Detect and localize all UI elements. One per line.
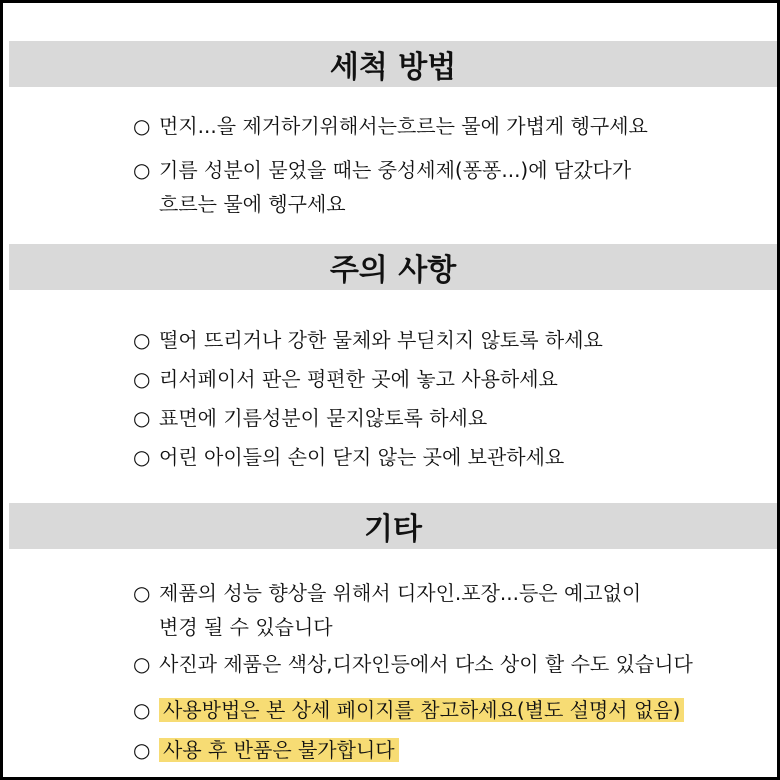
section-header-precautions [9, 244, 777, 290]
section-title-other: 기타 [364, 512, 422, 547]
bullet-circle-icon: ○ [133, 328, 151, 352]
section-title-cleaning: 세척 방법 [329, 50, 457, 85]
item-text: 사진과 제품은 색상,디자인등에서 다소 상이 할 수도 있습니다 [159, 652, 693, 676]
item-text: 리서페이서 판은 평편한 곳에 놓고 사용하세요 [159, 367, 558, 391]
list-item-highlighted [133, 733, 399, 767]
section-header-other [9, 503, 777, 549]
section-header-cleaning [9, 41, 777, 87]
bullet-circle-icon: ○ [133, 406, 151, 430]
item-text: 어린 아이들의 손이 닫지 않는 곳에 보관하세요 [159, 445, 565, 469]
item-text-highlighted: 사용방법은 본 상세 페이지를 참고하세요(별도 설명서 없음) [159, 698, 684, 722]
bullet-circle-icon: ○ [133, 698, 151, 722]
bullet-circle-icon: ○ [133, 652, 151, 676]
item-text: 먼지...을 제거하기위해서는흐르는 물에 가볍게 헹구세요 [159, 114, 648, 138]
list-item [133, 153, 631, 221]
item-text: 제품의 성능 향상을 위해서 디자인.포장...등은 예고없이 [159, 581, 642, 605]
bullet-circle-icon: ○ [133, 738, 151, 762]
item-text: 떨어 뜨리거나 강한 물체와 부딛치지 않토록 하세요 [159, 328, 603, 352]
list-item [133, 647, 693, 681]
bullet-circle-icon: ○ [133, 445, 151, 469]
list-item [133, 576, 641, 644]
list-item [133, 401, 487, 435]
bullet-circle-icon: ○ [133, 581, 151, 605]
item-text-highlighted: 사용 후 반품은 불가합니다 [159, 738, 399, 762]
section-title-precautions: 주의 사항 [329, 253, 457, 288]
list-item [133, 109, 648, 143]
list-item [133, 362, 558, 396]
bullet-circle-icon: ○ [133, 367, 151, 391]
bullet-circle-icon: ○ [133, 114, 151, 138]
list-item-highlighted [133, 693, 684, 727]
item-text-continued: 변경 될 수 있습니다 [159, 615, 333, 639]
item-text: 기름 성분이 묻었을 때는 중성세제(퐁퐁...)에 담갔다가 [159, 158, 632, 182]
item-text: 표면에 기름성분이 묻지않토록 하세요 [159, 406, 488, 430]
list-item [133, 323, 603, 357]
list-item [133, 440, 564, 474]
bullet-circle-icon: ○ [133, 158, 151, 182]
item-text-continued: 흐르는 물에 헹구세요 [159, 192, 346, 216]
